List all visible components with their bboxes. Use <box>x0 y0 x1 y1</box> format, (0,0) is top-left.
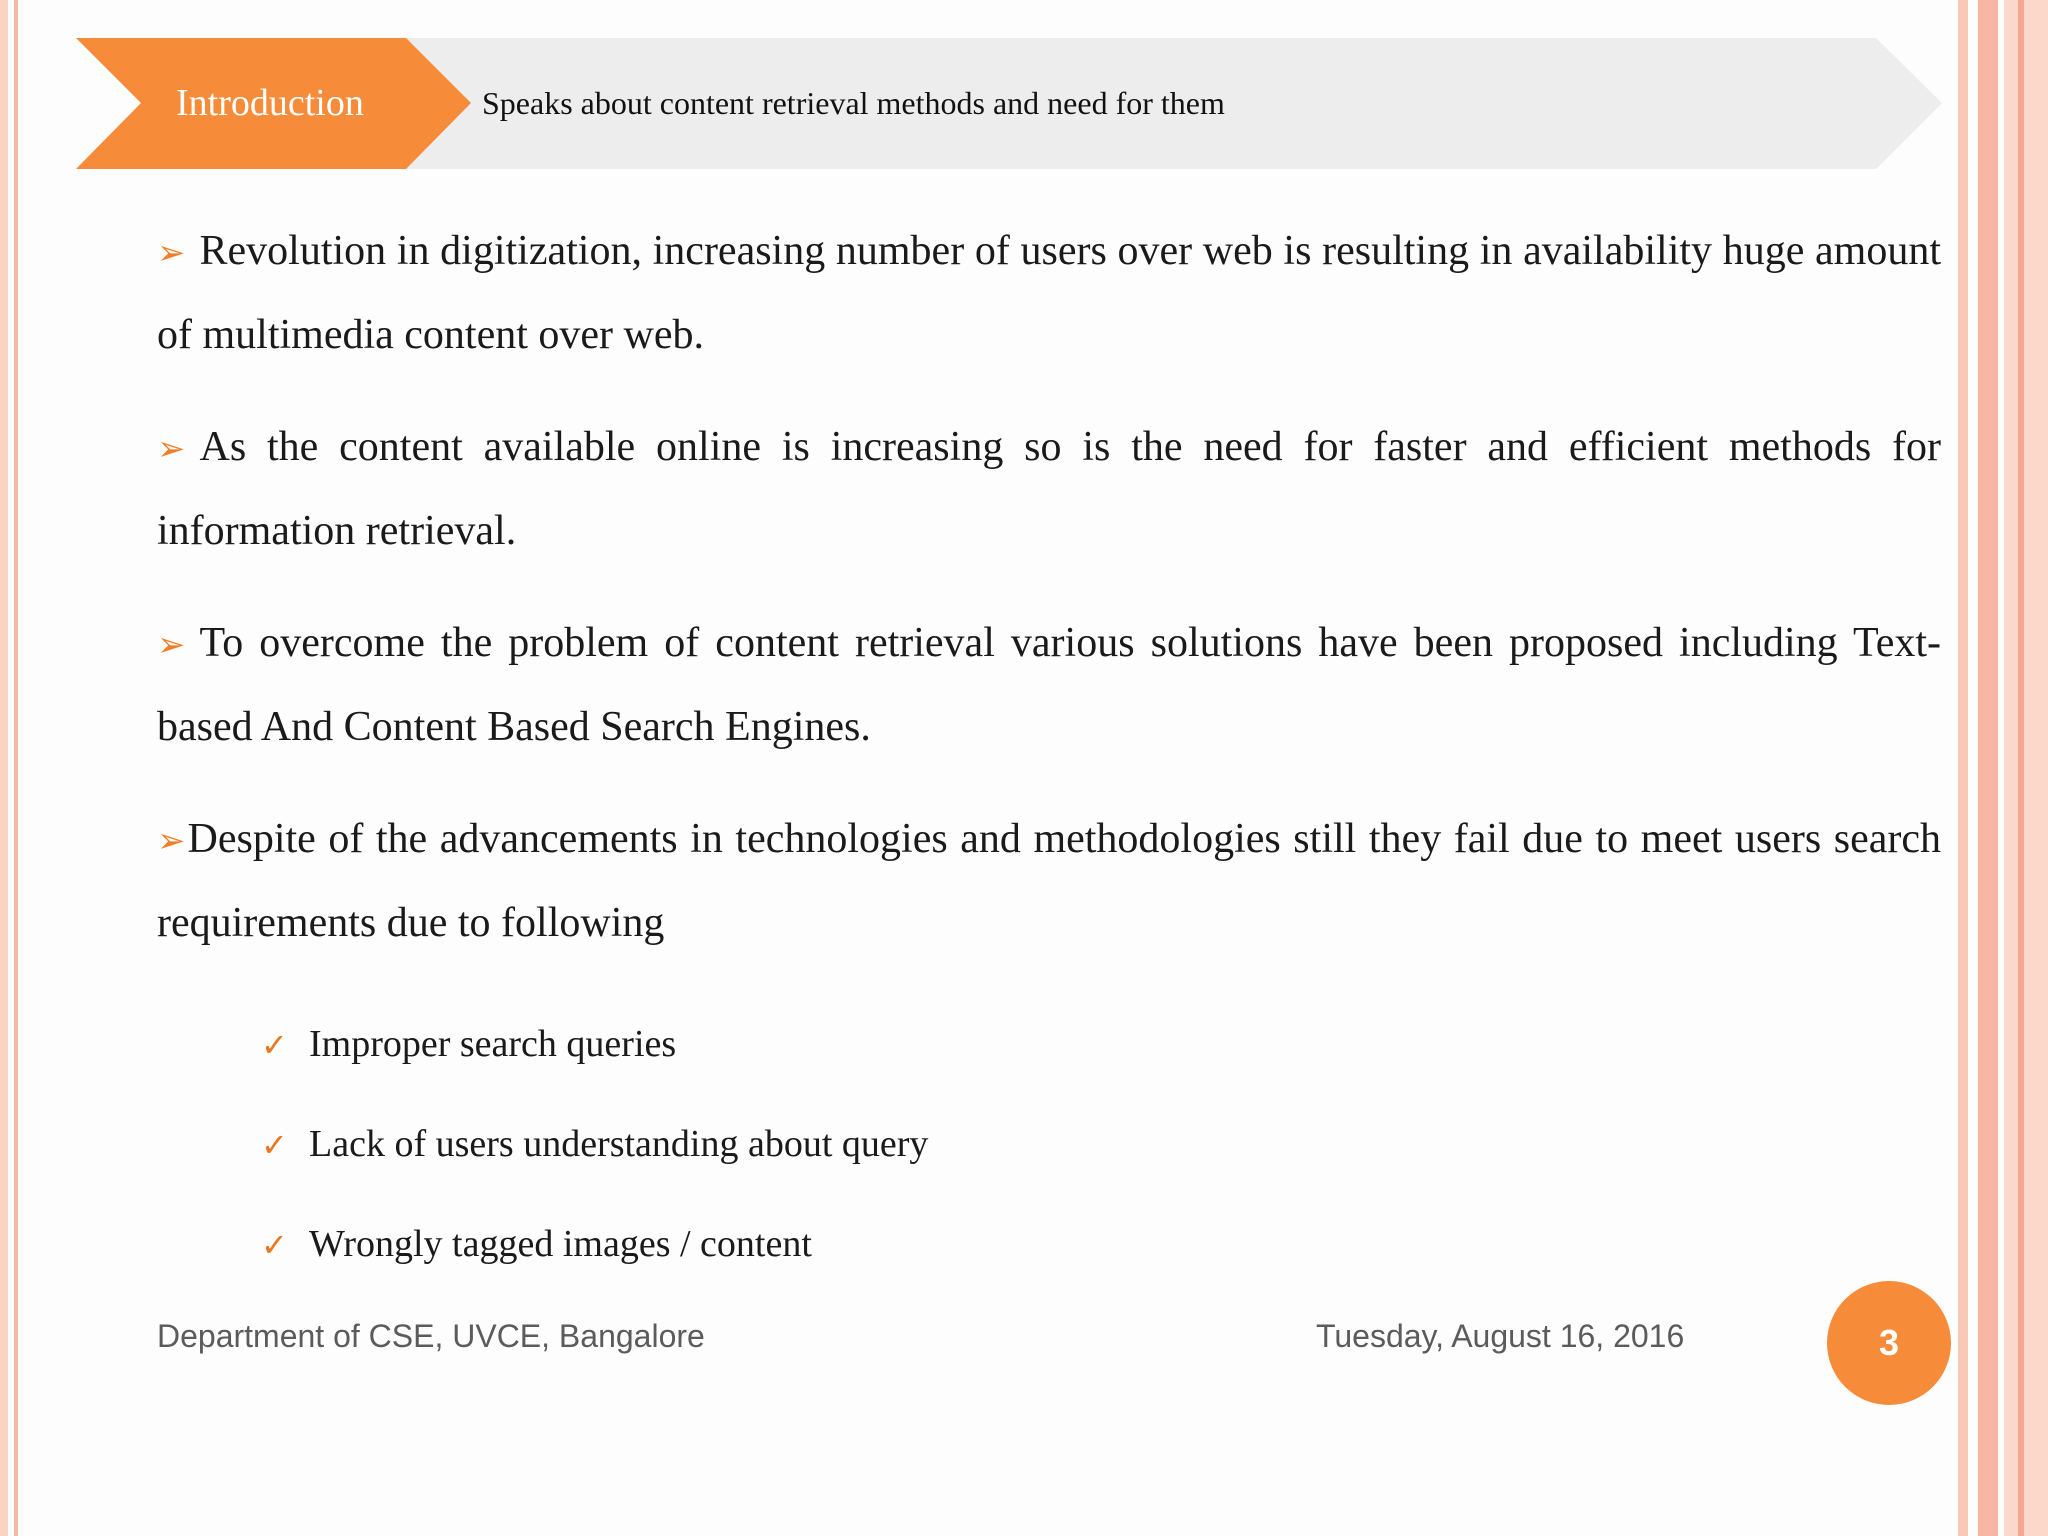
right-border-stripe <box>2004 0 2048 1536</box>
footer-date: Tuesday, August 16, 2016 <box>1316 1318 1685 1354</box>
right-border-stripe <box>1978 0 1998 1536</box>
section-subtitle: Speaks about content retrieval methods and need for them <box>482 85 1225 121</box>
checkmark-icon: ✓ <box>261 1226 288 1264</box>
checkmark-icon: ✓ <box>261 1026 288 1064</box>
arrowhead-icon: ➢ <box>157 625 186 665</box>
slide-body <box>157 210 1941 1294</box>
bullet-point <box>157 798 1941 964</box>
arrowhead-icon: ➢ <box>157 429 186 469</box>
sub-bullet-item <box>261 1194 1941 1294</box>
bullet-point <box>157 602 1941 768</box>
arrowhead-icon: ➢ <box>157 233 186 273</box>
bullet-point <box>157 406 1941 572</box>
sub-bullet-item <box>261 1094 1941 1194</box>
bullet-text: Revolution in digitization, increasing number of users over web is resulting in availability huge amount of multimedia content over web. <box>157 228 1941 358</box>
bullet-point <box>157 210 1941 376</box>
bullet-text: Despite of the advancements in technologies and methodologies still they fail due to meet users search requirements due to following <box>157 816 1941 946</box>
right-border-stripe-thin <box>2018 0 2024 1536</box>
bullet-text: As the content available online is increasing so is the need for faster and efficient methods for information retrieval. <box>157 424 1941 554</box>
page-number-badge: 3 <box>1827 1281 1951 1405</box>
sub-bullet-text: Wrongly tagged images / content <box>309 1223 812 1265</box>
sub-bullet-text: Lack of users understanding about query <box>309 1123 929 1165</box>
sub-bullet-item <box>261 994 1941 1094</box>
right-border-stripe <box>1958 0 1968 1536</box>
bullet-text: To overcome the problem of content retrieval various solutions have been proposed including Text-based And Content Based Search Engines. <box>157 620 1941 750</box>
arrowhead-icon: ➢ <box>157 821 186 861</box>
left-border-stripe-thin <box>14 0 18 1536</box>
sub-bullet-list <box>157 994 1941 1294</box>
checkmark-icon: ✓ <box>261 1126 288 1164</box>
left-border-stripe <box>0 0 8 1536</box>
footer-department: Department of CSE, UVCE, Bangalore <box>157 1318 705 1354</box>
sub-bullet-text: Improper search queries <box>309 1023 677 1065</box>
section-header <box>76 38 1942 169</box>
section-tab-label: Introduction <box>176 82 364 124</box>
